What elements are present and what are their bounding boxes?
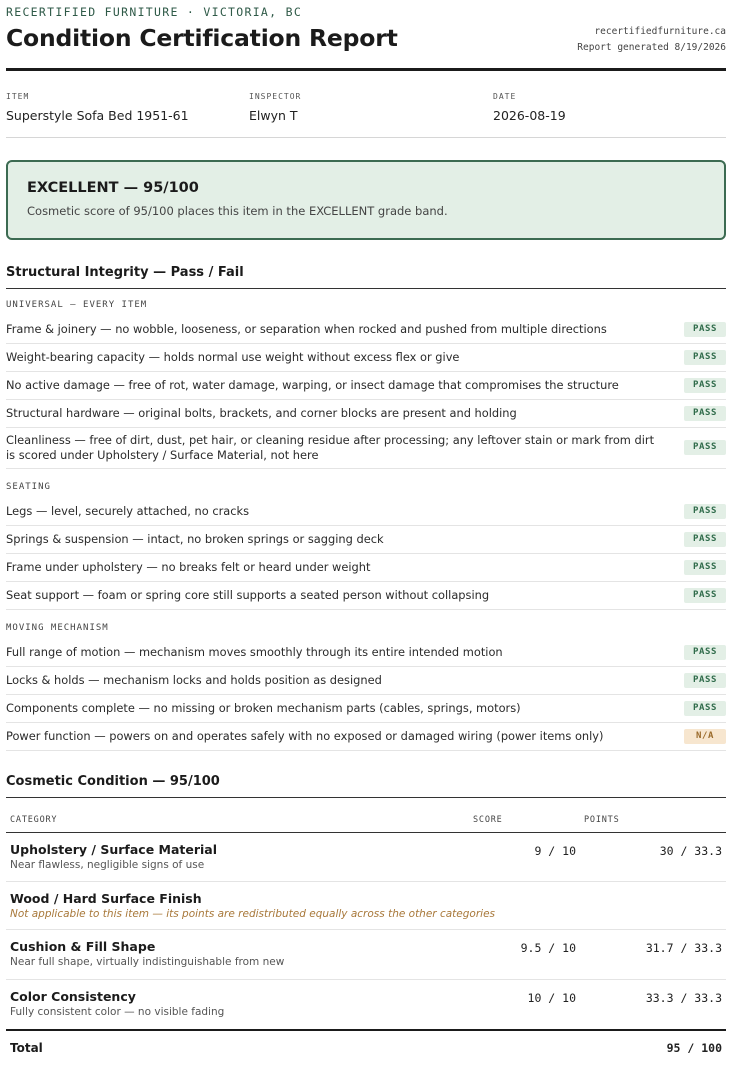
checklist-row — [6, 498, 726, 526]
table-row-divider — [6, 881, 726, 882]
checklist-text: Locks & holds — mechanism locks and holds position as designed — [6, 673, 382, 687]
date-label: DATE — [493, 92, 517, 101]
brand-name: RECERTIFIED FURNITURE · VICTORIA, BC — [6, 5, 303, 19]
grade-description: Cosmetic score of 95/100 places this item in the EXCELLENT grade band. — [27, 204, 448, 218]
checklist-text: Seat support — foam or spring core still supports a seated person without collapsing — [6, 588, 490, 602]
item-value: Superstyle Sofa Bed 1951-61 — [6, 108, 189, 123]
category-score: 10 / 10 — [527, 991, 576, 1005]
status-badge: PASS — [684, 532, 726, 547]
structural-section-rule — [6, 288, 726, 289]
status-badge: PASS — [684, 588, 726, 603]
column-header-category: CATEGORY — [10, 815, 58, 825]
checklist-row — [6, 372, 726, 400]
column-header-score: SCORE — [473, 815, 503, 825]
checklist-row — [6, 554, 726, 582]
checklist-text: Frame under upholstery — no breaks felt or heard under weight — [6, 560, 371, 574]
checklist-row — [6, 695, 726, 723]
total-label: Total — [10, 1041, 43, 1055]
category-name: Upholstery / Surface Material — [10, 842, 218, 857]
cosmetic-section-title: Cosmetic Condition — 95/100 — [6, 774, 220, 789]
checklist-text: Weight-bearing capacity — holds normal use weight without excess flex or give — [6, 350, 460, 364]
status-badge: PASS — [684, 701, 726, 716]
group-label-moving-mechanism: MOVING MECHANISM — [6, 623, 109, 633]
checklist-row — [6, 344, 726, 372]
table-header-rule — [6, 832, 726, 833]
info-date — [493, 92, 566, 123]
checklist-row — [6, 667, 726, 695]
status-badge: PASS — [684, 645, 726, 660]
status-badge: PASS — [684, 322, 726, 337]
checklist-text: Structural hardware — original bolts, brackets, and corner blocks are present and holding — [6, 406, 517, 420]
category-description: Near full shape, virtually indistinguishable from new — [10, 956, 285, 968]
page-title: Condition Certification Report — [6, 24, 398, 52]
table-row-divider — [6, 979, 726, 980]
status-badge: PASS — [684, 440, 726, 455]
checklist-row — [6, 526, 726, 554]
group-label-universal: UNIVERSAL — EVERY ITEM — [6, 300, 148, 310]
category-score: 9 / 10 — [534, 844, 576, 858]
checklist-row — [6, 428, 726, 469]
checklist-row — [6, 723, 726, 751]
category-score: 9.5 / 10 — [520, 941, 576, 955]
inspector-label: INSPECTOR — [249, 92, 302, 101]
grade-title: EXCELLENT — 95/100 — [27, 180, 199, 196]
category-points: 30 / 33.3 — [659, 844, 722, 858]
structural-section-title: Structural Integrity — Pass / Fail — [6, 265, 244, 280]
category-name: Wood / Hard Surface Finish — [10, 891, 202, 906]
category-points: 31.7 / 33.3 — [645, 941, 722, 955]
info-inspector — [249, 92, 301, 123]
category-name: Cushion & Fill Shape — [10, 939, 156, 954]
total-value: 95 / 100 — [666, 1041, 722, 1055]
info-divider — [6, 137, 726, 138]
checklist-text: No active damage — free of rot, water damage, warping, or insect damage that compromises the structure — [6, 378, 619, 392]
item-label: ITEM — [6, 92, 30, 101]
table-row-divider — [6, 929, 726, 930]
status-badge: PASS — [684, 350, 726, 365]
status-badge: PASS — [684, 406, 726, 421]
category-name: Color Consistency — [10, 989, 136, 1004]
checklist-row — [6, 639, 726, 667]
checklist-text: Springs & suspension — intact, no broken springs or sagging deck — [6, 532, 384, 546]
cosmetic-section-rule — [6, 797, 726, 798]
status-badge: PASS — [684, 504, 726, 519]
checklist-row — [6, 400, 726, 428]
status-badge: PASS — [684, 673, 726, 688]
checklist-text: Frame & joinery — no wobble, looseness, or separation when rocked and pushed from multiple directions — [6, 322, 607, 336]
header-divider — [6, 68, 726, 71]
category-points: 33.3 / 33.3 — [645, 991, 722, 1005]
date-value: 2026-08-19 — [493, 108, 566, 123]
status-badge: PASS — [684, 560, 726, 575]
checklist-text: Legs — level, securely attached, no cracks — [6, 504, 250, 518]
checklist-row — [6, 582, 726, 610]
checklist-text: Full range of motion — mechanism moves smoothly through its entire intended motion — [6, 645, 503, 659]
checklist-text: Components complete — no missing or broken mechanism parts (cables, springs, motors) — [6, 701, 521, 715]
table-total-rule — [6, 1029, 726, 1031]
category-description: Fully consistent color — no visible fading — [10, 1006, 225, 1018]
inspector-value: Elwyn T — [249, 108, 298, 123]
group-label-seating: SEATING — [6, 482, 51, 492]
category-description: Near flawless, negligible signs of use — [10, 859, 205, 871]
category-description: Not applicable to this item — its points are redistributed equally across the other categories — [10, 908, 495, 920]
info-item — [6, 92, 189, 123]
checklist-text: Power function — powers on and operates safely with no exposed or damaged wiring (power items only) — [6, 729, 604, 743]
checklist-row — [6, 316, 726, 344]
website-link[interactable]: recertifiedfurniture.ca — [594, 26, 726, 37]
status-badge: PASS — [684, 378, 726, 393]
grade-banner — [6, 160, 726, 240]
column-header-points: POINTS — [584, 815, 620, 825]
generated-date: Report generated 8/19/2026 — [577, 42, 726, 53]
report-meta — [577, 24, 726, 56]
status-badge: N/A — [684, 729, 726, 744]
checklist-text: Cleanliness — free of dirt, dust, pet hair, or cleaning residue after processing; any leftover stain or mark from dirt is scored under Upholstery / Surface Material, not here — [6, 433, 655, 462]
